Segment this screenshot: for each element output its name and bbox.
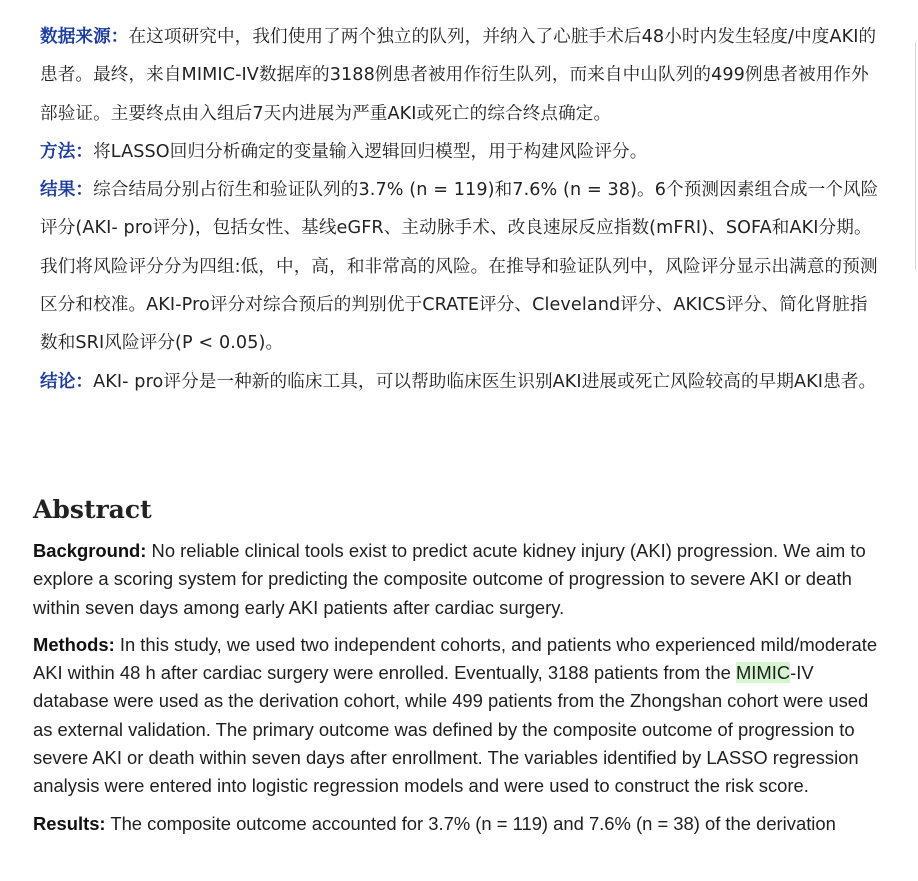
en-results-label: Results:	[33, 812, 106, 834]
en-methods-label: Methods:	[33, 633, 115, 655]
zh-data-source-label: 数据来源：	[40, 27, 129, 47]
zh-data-source-text: 在这项研究中，我们使用了两个独立的队列，并纳入了心脏手术后48小时内发生轻度/中度AKI的患者。最终，来自MIMIC-IV数据库的3188例患者被用作衍生队列，而来自中山队列的499例患者被用作外部验证。主要终点由入组后7天内进展为严重AKI或死亡的综合终点确定。	[40, 27, 877, 124]
zh-conclusion-text: AKI- pro评分是一种新的临床工具，可以帮助临床医生识别AKI进展或死亡风险较高的早期AKI患者。	[93, 371, 877, 392]
zh-methods-text: 将LASSO回归分析确定的变量输入逻辑回归模型，用于构建风险评分。	[93, 141, 648, 162]
en-background-paragraph	[33, 537, 883, 622]
en-background-text: No reliable clinical tools exist to predict acute kidney injury (AKI) progression. We aim to explore a scoring system for predicting the composite outcome of progression to severe AKI or death within seven days among early AKI patients after cardiac surgery.	[33, 540, 866, 618]
en-methods-text-before: In this study, we used two independent cohorts, and patients who experienced mild/moderate AKI within 48 h after cardiac surgery were enrolled. Eventually, 3188 patients from the	[33, 633, 878, 684]
en-results-text: The composite outcome accounted for 3.7% (n = 119) and 7.6% (n = 38) of the derivation	[110, 812, 836, 834]
en-results-paragraph	[33, 810, 883, 838]
zh-results-paragraph	[40, 171, 880, 362]
abstract-heading: Abstract	[33, 495, 152, 524]
english-abstract	[33, 493, 883, 847]
en-background-label: Background:	[33, 540, 147, 561]
zh-methods-paragraph	[40, 133, 880, 171]
en-methods-paragraph	[33, 631, 883, 801]
zh-results-text: 综合结局分别占衍生和验证队列的3.7% (n = 119)和7.6% (n = 38)。6个预测因素组合成一个风险评分(AKI- pro评分)，包括女性、基线eGFR、主动脉手术、改良速尿反应指数(mFRI)、SOFA和AKI分期。我们将风险评分分为四组:低，中，高，和非常高的风险。在推导和验证队列中，风险评分显示出满意的预测区分和校准。AKI-Pro评分对综合预后的判别优于CRATE评分、Cleveland评分、AKICS评分、简化肾脏指数和SRI风险评分(P < 0.05)。	[40, 180, 879, 354]
scrollbar-track[interactable]	[915, 42, 916, 270]
zh-conclusion-label: 结论：	[40, 371, 94, 392]
chinese-abstract	[40, 18, 880, 401]
zh-conclusion-paragraph	[40, 363, 880, 401]
zh-results-label: 结果：	[40, 180, 94, 201]
highlighted-term[interactable]: MIMIC	[735, 662, 791, 684]
zh-methods-label: 方法：	[40, 141, 94, 162]
zh-data-source-paragraph	[40, 18, 880, 133]
en-methods-text-after: -IV database were used as the derivation cohort, while 499 patients from the Zhongshan cohort were used as external validation. The primary outcome was defined by the composite outcome of progression to severe AKI or death within seven days after enrollment. The variables identified by LASSO regression analysis were entered into logistic regression models and were used to construct the risk score.	[33, 662, 869, 797]
